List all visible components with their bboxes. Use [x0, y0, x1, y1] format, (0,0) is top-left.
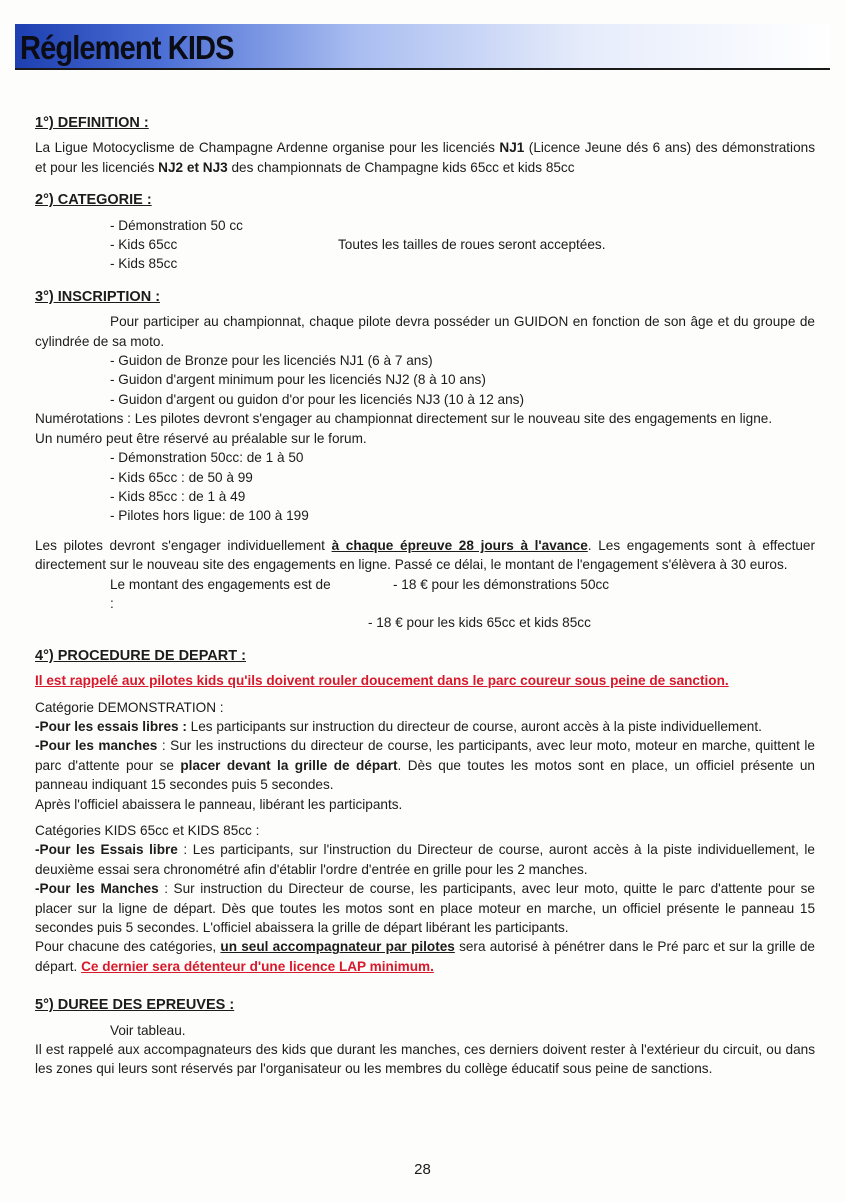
guidon-item: - Guidon de Bronze pour les licenciés NJ1 (6 à 7 ans): [110, 353, 433, 369]
number-range-item: - Kids 65cc : de 50 à 99: [110, 469, 253, 485]
spacer: [35, 526, 815, 536]
kids-essais: [35, 840, 815, 879]
accompagnateur-text-1: Pour chacune des catégories,: [35, 939, 221, 955]
definition-text-3: des championnats de Champagne kids 65cc et kids 85cc: [227, 159, 575, 175]
title-rule: [15, 68, 830, 70]
guidon-item: - Guidon d'argent minimum pour les licenciés NJ2 (8 à 10 ans): [110, 372, 486, 388]
category-row: [35, 235, 815, 254]
definition-text-2: (Licence Jeune dés 6 ans) des démonstrations et pour les licenciés: [35, 140, 815, 175]
category-item: - Kids 85cc: [110, 256, 178, 272]
guidon-item: - Guidon d'argent ou guidon d'or pour les licenciés NJ3 (10 à 12 ans): [110, 391, 525, 407]
fee-label: Le montant des engagements est de :: [110, 576, 331, 611]
number-range-item: - Démonstration 50cc: de 1 à 50: [110, 450, 304, 466]
accompagnateur-rule: un seul accompagnateur par pilotes: [220, 939, 455, 955]
section-procedure-heading: 4°) PROCEDURE DE DEPART :: [35, 647, 246, 664]
page-number: 28: [414, 1161, 431, 1178]
category-kids-heading: Catégories KIDS 65cc et KIDS 85cc :: [35, 823, 260, 838]
fee-kids: - 18 € pour les kids 65cc et kids 85cc: [368, 615, 591, 631]
page-title: Réglement KIDS: [20, 29, 234, 66]
numerotations-line: Numérotations : Les pilotes devront s'engager au championnat directement sur le nouveau site des engagements en ligne.: [35, 411, 773, 427]
kids-manches: [35, 879, 815, 937]
engagement-paragraph: [35, 536, 815, 575]
duree-paragraph: Il est rappelé aux accompagnateurs des kids que durant les manches, ces derniers doivent rester à l'extérieur du circuit, ou dans les zones qui leurs sont réservés par l'organisateur ou les membres du collège éducatif sous peine de sanctions.: [35, 1042, 815, 1077]
category-note: Toutes les tailles de roues seront acceptées.: [338, 237, 606, 253]
kids-manches-label: -Pour les Manches: [35, 881, 159, 897]
spacer: [35, 814, 815, 821]
section-definition-heading: 1°) DEFINITION :: [35, 115, 149, 131]
definition-text-1: La Ligue Motocyclisme de Champagne Ardenne organise pour les licenciés: [35, 140, 500, 156]
fee-demo: - 18 € pour les démonstrations 50cc: [393, 576, 610, 592]
category-item: - Démonstration 50 cc: [110, 217, 243, 233]
demo-essais: [35, 717, 815, 736]
demo-manches-bold: placer devant la grille de départ: [180, 757, 398, 773]
procedure-warning: Il est rappelé aux pilotes kids qu'ils doivent rouler doucement dans le parc coureur sous peine de sanction.: [35, 673, 729, 689]
numero-reserve-line: Un numéro peut être réservé au préalable sur le forum.: [35, 430, 367, 446]
number-range-item: - Pilotes hors ligue: de 100 à 199: [110, 508, 309, 524]
demo-essais-label: -Pour les essais libres :: [35, 718, 187, 734]
number-range-item: - Kids 85cc : de 1 à 49: [110, 488, 246, 504]
engagement-text-2: . Les engagements sont à effectuer directement sur le nouveau site des engagements en ligne. Passé ce délai, le montant de l'engagement s'élèvera à 30 euros.: [35, 537, 815, 573]
voir-tableau: Voir tableau.: [110, 1022, 186, 1038]
demo-manches-text-1: : Sur les instructions du directeur de course, les participants, avec leur moto, moteur en marche, quittent le parc d'attente pour se: [35, 738, 815, 773]
definition-bold-1: NJ1: [499, 140, 525, 156]
fee-row: [35, 575, 815, 614]
demo-apres: Après l'officiel abaissera le panneau, libérant les participants.: [35, 796, 403, 812]
demo-manches-label: -Pour les manches: [35, 738, 158, 754]
document-body: [35, 114, 815, 1079]
accompagnateur-paragraph: [35, 937, 815, 976]
engagement-deadline: à chaque épreuve 28 jours à l'avance: [331, 537, 588, 553]
spacer: [35, 691, 815, 698]
category-demo-heading: Catégorie DEMONSTRATION :: [35, 699, 224, 715]
section-categorie-heading: 2°) CATEGORIE :: [35, 192, 152, 209]
licence-lap-warning: Ce dernier sera détenteur d'une licence LAP minimum.: [81, 958, 434, 974]
engagement-text-1: Les pilotes devront s'engager individuellement: [35, 537, 332, 553]
demo-manches-text-2: . Dès que toutes les motos sont en place, un officiel présente un panneau indiquant 15 secondes puis 5 secondes.: [35, 757, 815, 793]
section-duree-heading: 5°) DUREE DES EPREUVES :: [35, 997, 235, 1014]
kids-essais-text: : Les participants, sur l'instruction du Directeur de course, auront accès à la piste individuellement, le deuxième essai sera chronométré afin d'établir l'ordre d'entrée en grille pour les 2 manches.: [35, 842, 815, 877]
demo-manches: [35, 736, 815, 794]
kids-manches-text: : Sur instruction du Directeur de course, les participants, avec leur moto, quitte le parc d'attente pour se placer sur la ligne de départ. Dès que toutes les motos sont en place moteur en marche, un officiel présente le panneau 15 secondes puis 5 secondes. L'officiel abaissera la grille de départ libérant les participants.: [35, 881, 815, 936]
definition-paragraph: [35, 138, 815, 177]
demo-essais-text: Les participants sur instruction du directeur de course, auront accès à la piste individuellement.: [186, 718, 762, 734]
inscription-intro: Pour participer au championnat, chaque pilote devra posséder un GUIDON en fonction de son âge et du groupe de cylindrée de sa moto.: [35, 314, 815, 349]
category-item: - Kids 65cc: [110, 237, 178, 253]
definition-bold-2: NJ2 et NJ3: [158, 159, 228, 175]
section-inscription-heading: 3°) INSCRIPTION :: [35, 288, 161, 305]
accompagnateur-text-2: sera autorisé à pénétrer dans le Pré parc et sur la grille de départ.: [35, 939, 815, 974]
kids-essais-label: -Pour les Essais libre: [35, 842, 178, 858]
